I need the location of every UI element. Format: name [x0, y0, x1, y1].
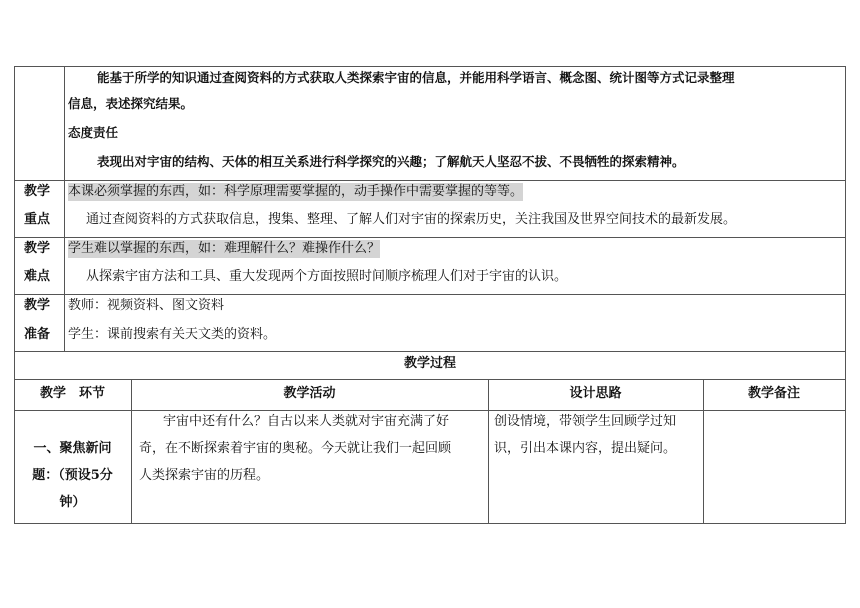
goal-text-line-2: 信息，表述探究结果。	[68, 96, 194, 111]
goal-text-line-1: 能基于所学的知识通过查阅资料的方式获取人类探索宇宙的信息，并能用科学语言、概念图、统计图等方式记录整理	[97, 70, 735, 85]
attitude-heading: 态度责任	[68, 125, 119, 140]
attitude-text: 表现出对宇宙的结构、天体的相互关系进行科学探究的兴趣；了解航天人坚忍不拔、不畏牺牲的探索精神。	[97, 154, 685, 169]
header-design: 设计思路	[569, 386, 622, 401]
difficulties-hint: 学生难以掌握的东西，如：难理解什么？难操作什么？	[68, 241, 381, 256]
key-points-hint: 本课必须掌握的东西，如：科学原理需要掌握的，动手操作中需要掌握的等等。	[68, 184, 524, 199]
header-stage: 教学 环节	[39, 386, 105, 401]
design-line-2: 识，引出本课内容，提出疑问。	[494, 441, 677, 456]
stage-line-2: 题：（预设5分	[32, 468, 113, 483]
header-activity: 教学活动	[283, 386, 336, 401]
row-divider	[14, 351, 846, 352]
activity-line-1: 宇宙中还有什么？自古以来人类就对宇宙充满了好	[163, 414, 450, 429]
activity-line-3: 人类探索宇宙的历程。	[139, 468, 270, 483]
row-divider	[14, 237, 846, 238]
label-column-divider	[64, 66, 65, 352]
process-title: 教学过程	[403, 356, 456, 371]
design-line-1: 创设情境，带领学生回顾学过知	[494, 414, 677, 429]
key-points-text: 通过查阅资料的方式获取信息，搜集、整理、了解人们对宇宙的探索历史，关注我国及世界空间技术的最新发展。	[86, 212, 737, 227]
table-border-right	[845, 66, 846, 524]
row-divider	[14, 294, 846, 295]
key-points-label-2: 重点	[24, 212, 51, 227]
preparation-label-1: 教学	[24, 298, 51, 313]
key-points-label-1: 教学	[24, 184, 51, 199]
stage-line-1: 一、聚焦新问	[33, 441, 112, 456]
preparation-label-2: 准备	[24, 327, 51, 342]
preparation-student: 学生：课前搜索有关天文类的资料。	[68, 327, 277, 342]
table-border-bottom	[14, 523, 846, 524]
activity-line-2: 奇，在不断探索着宇宙的奥秘。今天就让我们一起回顾	[139, 441, 452, 456]
preparation-teacher: 教师：视频资料、图文资料	[68, 298, 225, 313]
header-notes: 教学备注	[747, 386, 800, 401]
difficulties-label-1: 教学	[24, 241, 51, 256]
row-divider	[14, 410, 846, 411]
row-divider	[14, 379, 846, 380]
difficulties-label-2: 难点	[24, 269, 51, 284]
stage-line-3: 钟）	[59, 495, 86, 510]
difficulties-text: 从探索宇宙方法和工具、重大发现两个方面按照时间顺序梳理人们对于宇宙的认识。	[86, 269, 568, 284]
row-divider	[14, 180, 846, 181]
table-border-top	[14, 66, 846, 67]
